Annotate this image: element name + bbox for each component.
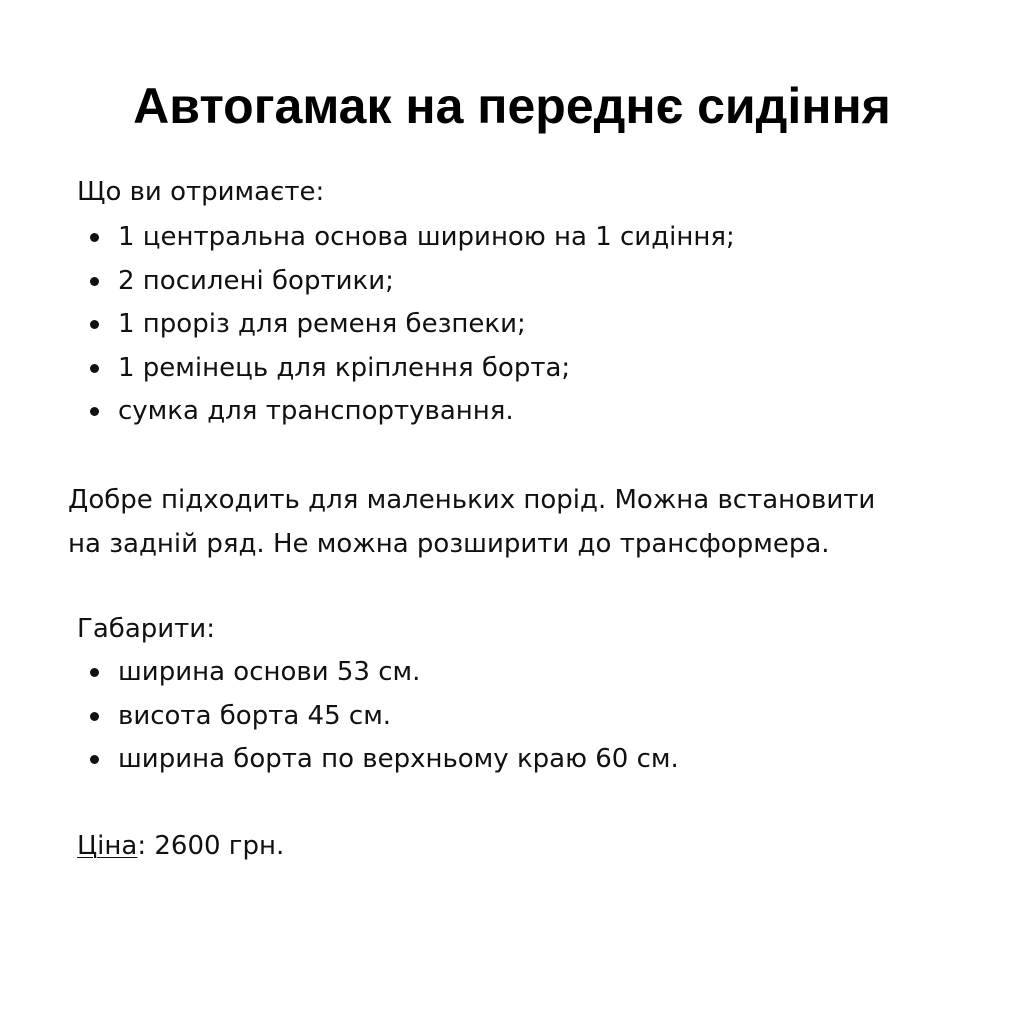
- page-title: Автогамак на переднє сидіння: [133, 78, 891, 134]
- dimensions-heading: Габарити:: [77, 614, 215, 644]
- list-item-text: висота борта 45 см.: [118, 700, 392, 731]
- list-item: [90, 303, 735, 347]
- description-line: Добре підходить для маленьких порід. Можна встановити: [68, 485, 876, 515]
- list-item-text: ширина основи 53 см.: [118, 657, 421, 687]
- list-item-text: 2 посилені бортики;: [118, 265, 394, 296]
- dimensions-list: [90, 651, 679, 782]
- contents-list: [90, 216, 735, 434]
- list-item-text: сумка для транспортування.: [118, 396, 514, 426]
- bullet-icon: [90, 712, 99, 721]
- list-item: [90, 651, 679, 695]
- bullet-icon: [90, 407, 99, 416]
- description-paragraph: [68, 478, 968, 566]
- list-item-text: ширина борта по верхньому краю 60 см.: [118, 744, 679, 774]
- list-item-text: 1 центральна основа шириною на 1 сидіння;: [118, 222, 735, 252]
- price-label: Ціна: [77, 831, 138, 861]
- contents-heading: Що ви отримаєте:: [77, 177, 325, 207]
- bullet-icon: [90, 755, 99, 764]
- bullet-icon: [90, 364, 99, 373]
- description-line: на задній ряд. Не можна розширити до трансформера.: [68, 529, 830, 559]
- list-item-text: 1 ремінець для кріплення борта;: [118, 352, 571, 383]
- bullet-icon: [90, 668, 99, 677]
- bullet-icon: [90, 277, 99, 286]
- bullet-icon: [90, 233, 99, 242]
- price-separator: :: [137, 831, 147, 861]
- bullet-icon: [90, 320, 99, 329]
- list-item-text: 1 проріз для ременя безпеки;: [118, 309, 526, 339]
- price-value: 2600 грн.: [146, 831, 285, 861]
- price-line: [77, 828, 284, 864]
- list-item: [90, 216, 735, 260]
- list-item: [90, 738, 679, 782]
- list-item: [90, 390, 735, 434]
- list-item: [90, 260, 735, 304]
- list-item: [90, 347, 735, 391]
- list-item: [90, 695, 679, 739]
